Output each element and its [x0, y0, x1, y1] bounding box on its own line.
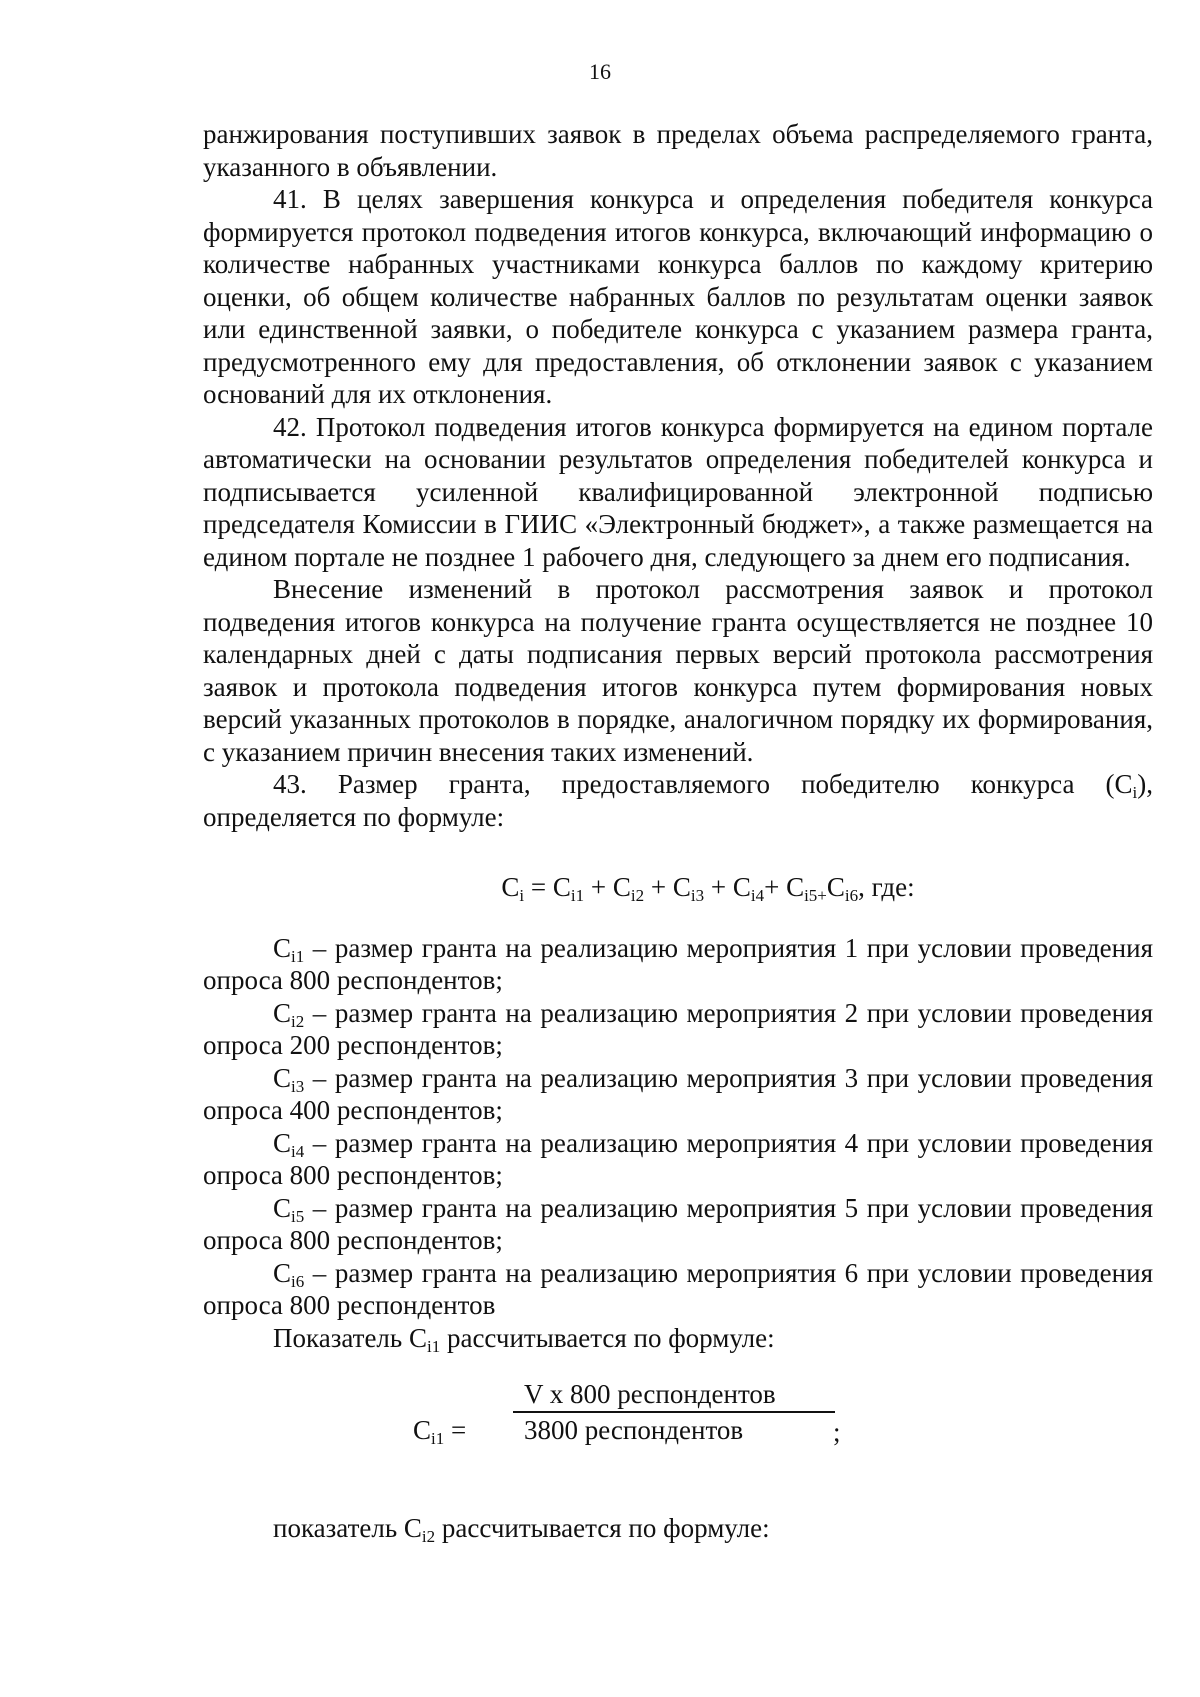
formula-term: C — [552, 872, 571, 902]
formula-tail: , где: — [858, 872, 915, 902]
formula-term: C — [732, 872, 751, 902]
paragraph-amendments: Внесение изменений в протокол рассмотрения заявок и протокол подведения итогов конкурса на получение гранта осуществляется не позднее 10 календарных дней с даты подписания первых версий протокола рассмотрения заявок и протокола подведения итогов конкурса путем формирования новых версий указанных протоколов в порядке, аналогичном порядку их формирования, с указанием причин внесения таких изменений. — [203, 574, 1153, 767]
formula-term-sub: i6 — [844, 886, 859, 905]
definition-ci5 — [203, 1192, 1153, 1257]
main-formula — [203, 871, 1153, 904]
p43-subscript: i — [1132, 783, 1138, 802]
paragraph-continuation: ранжирования поступивших заявок в пределах объема распределяемого гранта, указанного в объявлении. — [203, 119, 1153, 182]
fraction-denominator: 3800 респондентов — [524, 1415, 744, 1445]
fraction-terminator: ; — [833, 1417, 841, 1447]
intro-subscript: i2 — [421, 1527, 436, 1546]
p43-text-after: ), определяется по формуле: — [203, 769, 1153, 832]
formula-lhs: C — [501, 872, 520, 902]
paragraph-42: 42. Протокол подведения итогов конкурса формируется на едином портале автоматически на основании результатов определения победителей конкурса и подписывается усиленной квалифицированной электронной подписью председателя Комиссии в ГИИС «Электронный бюджет», а также размещается на едином портале не позднее 1 рабочего дня, следующего за днем его подписания. — [203, 411, 1153, 572]
intro-text-after: рассчитывается по формуле: — [435, 1513, 770, 1543]
definition-symbol: C — [273, 1192, 292, 1223]
definition-symbol-sub: i4 — [291, 1141, 305, 1161]
fraction-lhs — [413, 1414, 466, 1447]
formula-term: C — [826, 872, 845, 902]
definition-symbol: C — [273, 1257, 292, 1288]
formula-plus: + — [584, 872, 613, 902]
definition-symbol: C — [273, 997, 292, 1028]
intro-text-before: показатель C — [273, 1513, 422, 1543]
formula-term: C — [786, 872, 805, 902]
fraction-numerator: V х 800 респондентов — [524, 1379, 776, 1409]
definition-text: – размер гранта на реализацию мероприятия 5 при условии проведения опроса 800 респондентов; — [203, 1192, 1153, 1255]
definition-text: – размер гранта на реализацию мероприятия 6 при условии проведения опроса 800 респондентов — [203, 1257, 1153, 1320]
fraction-bar — [513, 1411, 835, 1413]
definition-ci3 — [203, 1062, 1153, 1127]
p43-text-before: 43. Размер гранта, предоставляемого победителю конкурса (C — [273, 769, 1133, 799]
formula-plus: + — [764, 872, 787, 902]
definition-text: – размер гранта на реализацию мероприятия 1 при условии проведения опроса 800 респондентов; — [203, 932, 1153, 995]
definition-symbol: C — [273, 1127, 292, 1158]
definition-text: – размер гранта на реализацию мероприятия 3 при условии проведения опроса 400 респондентов; — [203, 1062, 1153, 1125]
formula-term-sub: i3 — [690, 886, 705, 905]
paragraph-41: 41. В целях завершения конкурса и определения победителя конкурса формируется протокол подведения итогов конкурса, включающий информацию о количестве набранных участниками конкурса баллов по каждому критерию оценки, об общем количестве набранных баллов по результатам оценки заявок или единственной заявки, о победителе конкурса с указанием размера гранта, предусмотренного ему для предоставления, об отклонении заявок с указанием оснований для их отклонения. — [203, 184, 1153, 409]
definition-text: – размер гранта на реализацию мероприятия 4 при условии проведения опроса 800 респондентов; — [203, 1127, 1153, 1190]
formula-lhs-sub: i — [519, 886, 525, 905]
definition-ci2 — [203, 997, 1153, 1062]
intro-subscript: i1 — [426, 1336, 441, 1356]
formula-term: C — [612, 872, 631, 902]
ci1-fraction-formula — [203, 1378, 1153, 1468]
definition-text: – размер гранта на реализацию мероприятия 2 при условии проведения опроса 200 респондентов; — [203, 997, 1153, 1060]
formula-plus: + — [704, 872, 733, 902]
intro-text-before: Показатель C — [273, 1322, 427, 1353]
ci1-formula-intro — [203, 1322, 1153, 1355]
formula-term-sub: i2 — [630, 886, 645, 905]
definition-symbol: C — [273, 1062, 292, 1093]
definition-symbol-sub: i5 — [291, 1206, 305, 1226]
formula-plus: + — [644, 872, 673, 902]
formula-term-sub: i4 — [750, 886, 765, 905]
formula-term-sub: i1 — [570, 886, 585, 905]
definition-symbol-sub: i6 — [291, 1271, 305, 1291]
fraction-equals: = — [444, 1415, 467, 1445]
definition-symbol-sub: i2 — [291, 1011, 305, 1031]
formula-equals: = — [524, 872, 553, 902]
formula-term: C — [672, 872, 691, 902]
definition-symbol: C — [273, 932, 292, 963]
ci2-formula-intro — [203, 1512, 1153, 1545]
formula-term-sub: i5+ — [804, 886, 827, 905]
definition-ci6 — [203, 1257, 1153, 1322]
page-number: 16 — [589, 59, 611, 84]
definition-symbol-sub: i1 — [291, 946, 305, 966]
fraction-lhs-symbol: C — [413, 1415, 432, 1445]
fraction-lhs-sub: i1 — [431, 1429, 445, 1448]
definition-ci4 — [203, 1127, 1153, 1192]
paragraph-43 — [203, 768, 1153, 833]
definition-symbol-sub: i3 — [291, 1076, 305, 1096]
document-body — [203, 118, 1153, 1545]
definition-ci1 — [203, 932, 1153, 997]
intro-text-after: рассчитывается по формуле: — [440, 1322, 775, 1353]
